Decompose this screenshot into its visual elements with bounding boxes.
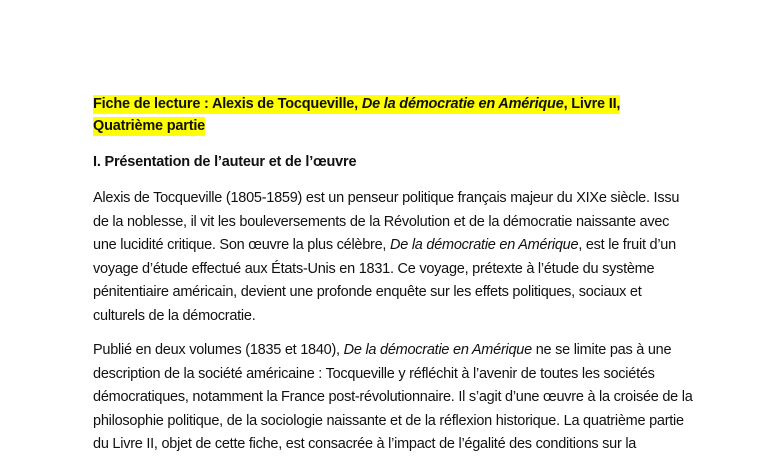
paragraph-1-work: De la démocratie en Amérique [390, 237, 579, 253]
paragraph-1-start: Alexis de Tocqueville (1805-1859) est un penseur politique français majeur du XIXe siècle. Issu de la noblesse, il vit les bouleversements de la Révolution et de la démocratie naissante avec une lucidité critique. Son œuvre la plus célèbre, [93, 190, 680, 253]
paragraph-2-rest: ne se limite pas à une description de la société américaine : Tocqueville y réfléchit à l’avenir de toutes les sociétés démocratiques, notamment la France post-révolutionnaire. Il s’agit d’une œuvre à la croisée de la philosophie politique, de la sociologie naissante et de la réflexion historique. La quatrième partie du Livre II, objet de cette fiche, est consacrée à l’impact de l’égalité des conditions sur la [93, 342, 693, 452]
title-work: De la démocratie en Amérique [361, 96, 564, 112]
document-body [93, 93, 693, 468]
paragraph-2-work: De la démocratie en Amérique [343, 342, 532, 358]
document-title [93, 93, 693, 137]
paragraph-2 [93, 339, 693, 457]
section-heading: I. Présentation de l’auteur et de l’œuvre [93, 154, 357, 170]
title-suffix: , Livre II, Quatrième partie [93, 96, 621, 134]
paragraph-1 [93, 187, 693, 328]
title-highlight [93, 95, 620, 136]
title-prefix: Fiche de lecture : Alexis de Tocqueville, [93, 96, 362, 112]
paragraph-2-start: Publié en deux volumes (1835 et 1840), [93, 342, 344, 358]
paragraph-1-rest: , est le fruit d’un voyage d’étude effectué aux États-Unis en 1831. Ce voyage, prétexte à l’étude du système pénitentiaire américain, devient une profonde enquête sur les effets politiques, sociaux et culturels de la démocratie. [93, 237, 676, 324]
